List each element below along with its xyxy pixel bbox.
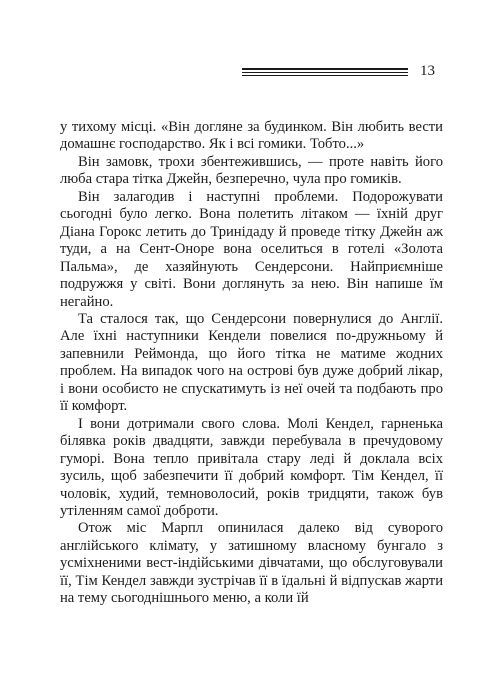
paragraph: Та сталося так, що Сендерсони повернулися до Англії. Але їхні наступники Кендели повелися по-дружньому й запевнили Реймонда, що його тітка не матиме жодних проблем. На випадок чого на острові був дуже добрий лікар, і вони особисто не спускатимуть із неї очей та подбають про її комфорт.: [60, 310, 443, 415]
paragraph: Він замовк, трохи збентежившись, — проте навіть його люба стара тітка Джейн, безперечно, чула про гомиків.: [60, 153, 443, 188]
page-number: 13: [420, 63, 435, 79]
paragraph: І вони дотримали свого слова. Молі Кендел, гарненька білявка років двадцяти, завжди перебувала в пречудовому гуморі. Вона тепло привітала стару леді й доклала всіх зусиль, щоб забезпечити її добрий комфорт. Тім Кендел, її чоловік, худий, темноволосий, років тридцяти, також був утіленням самої доброти.: [60, 415, 443, 519]
body-text: [60, 119, 443, 608]
header-rule-thick: [242, 68, 408, 70]
running-header: [242, 64, 442, 80]
paragraph: Отож міс Марпл опинилася далеко від суворого англійського клімату, у затишному власному бунгало з усміхненими вест-індійськими дівчатами, що обслуговували її, Тім Кендел завжди зустрічав її в їдальні й відпускав жарти на тему сьогоднішнього меню, а коли їй: [60, 520, 443, 607]
paragraph: Він залагодив і наступні проблеми. Подорожувати сьогодні було легко. Вона полетить літаком — їхній друг Діана Горокс летить до Тринідаду й проведе тітку Джейн аж туди, а на Сент-Оноре вона оселиться в готелі «Золота Пальма», де хазяйнують Сендерсони. Найприємніше подружжя у світі. Вони доглянуть за нею. Він напише їм негайно.: [60, 188, 443, 310]
header-rule-thin-lower: [242, 75, 408, 76]
header-rule-thin: [242, 72, 408, 73]
paragraph-continuation: у тихому місці. «Він догляне за будинком. Він любить вести домашнє господарство. Як і всі гомики. Тобто...»: [60, 119, 443, 153]
